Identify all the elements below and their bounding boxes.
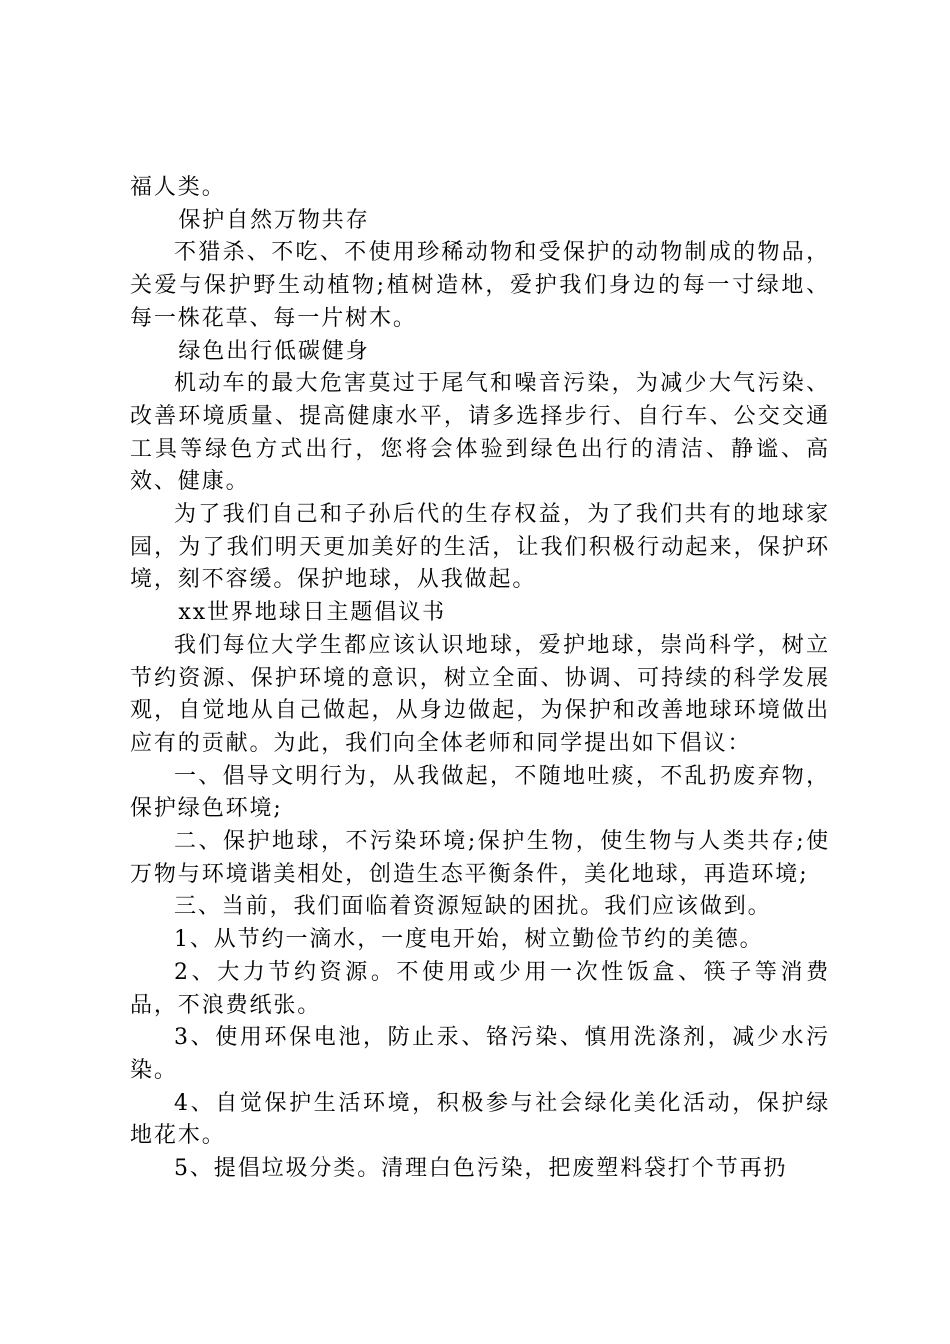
list-item: 5、提倡垃圾分类。清理白色污染，把废塑料袋打个节再扔 bbox=[174, 1156, 788, 1182]
list-item: 3、使用环保电池，防止汞、铬污染、慎用洗涤剂，减少水污染。 bbox=[130, 1025, 830, 1083]
list-item: 1、从节约一滴水，一度电开始，树立勤俭节约的美德。 bbox=[174, 927, 764, 953]
paragraph: 为了我们自己和子孙后代的生存权益，为了我们共有的地球家园，为了我们明天更加美好的生活，让我们积极行动起来，保护环境，刻不容缓。保护地球，从我做起。 bbox=[130, 502, 830, 593]
paragraph: 我们每位大学生都应该认识地球，爱护地球，崇尚科学，树立节约资源、保护环境的意识，树立全面、协调、可持续的科学发展观，自觉地从自己做起，从身边做起，为保护和改善地球环境做出应有的贡献。为此，我们向全体老师和同学提出如下倡议： bbox=[130, 632, 830, 756]
section-heading-nature: 保护自然万物共存 bbox=[178, 207, 370, 233]
list-item: 4、自觉保护生活环境，积极参与社会绿化美化活动，保护绿地花木。 bbox=[130, 1090, 830, 1149]
list-item: 2、大力节约资源。不使用或少用一次性饭盒、筷子等消费品，不浪费纸张。 bbox=[130, 959, 830, 1018]
proposal-item: 一、倡导文明行为，从我做起，不随地吐痰，不乱扔废弃物，保护绿色环境; bbox=[130, 763, 830, 822]
document-body bbox=[130, 172, 830, 1186]
paragraph-continuation: 福人类。 bbox=[130, 175, 226, 200]
proposal-item: 三、当前，我们面临着资源短缺的困扰。我们应该做到。 bbox=[174, 894, 772, 920]
proposal-item: 二、保护地球，不污染环境;保护生物，使生物与人类共存;使万物与环境谐美相处，创造生态平衡条件，美化地球，再造环境; bbox=[130, 829, 830, 887]
paragraph: 不猎杀、不吃、不使用珍稀动物和受保护的动物制成的物品，关爱与保护野生动植物;植树造林，爱护我们身边的每一寸绿地、每一株花草、每一片树木。 bbox=[130, 240, 830, 331]
paragraph: 机动车的最大危害莫过于尾气和噪音污染，为减少大气污染、改善环境质量、提高健康水平，请多选择步行、自行车、公交交通工具等绿色方式出行，您将会体验到绿色出行的清洁、静谧、高效、健康。 bbox=[130, 371, 830, 495]
section-heading-proposal: xx世界地球日主题倡议书 bbox=[178, 600, 447, 626]
section-heading-green-travel: 绿色出行低碳健身 bbox=[178, 338, 370, 364]
